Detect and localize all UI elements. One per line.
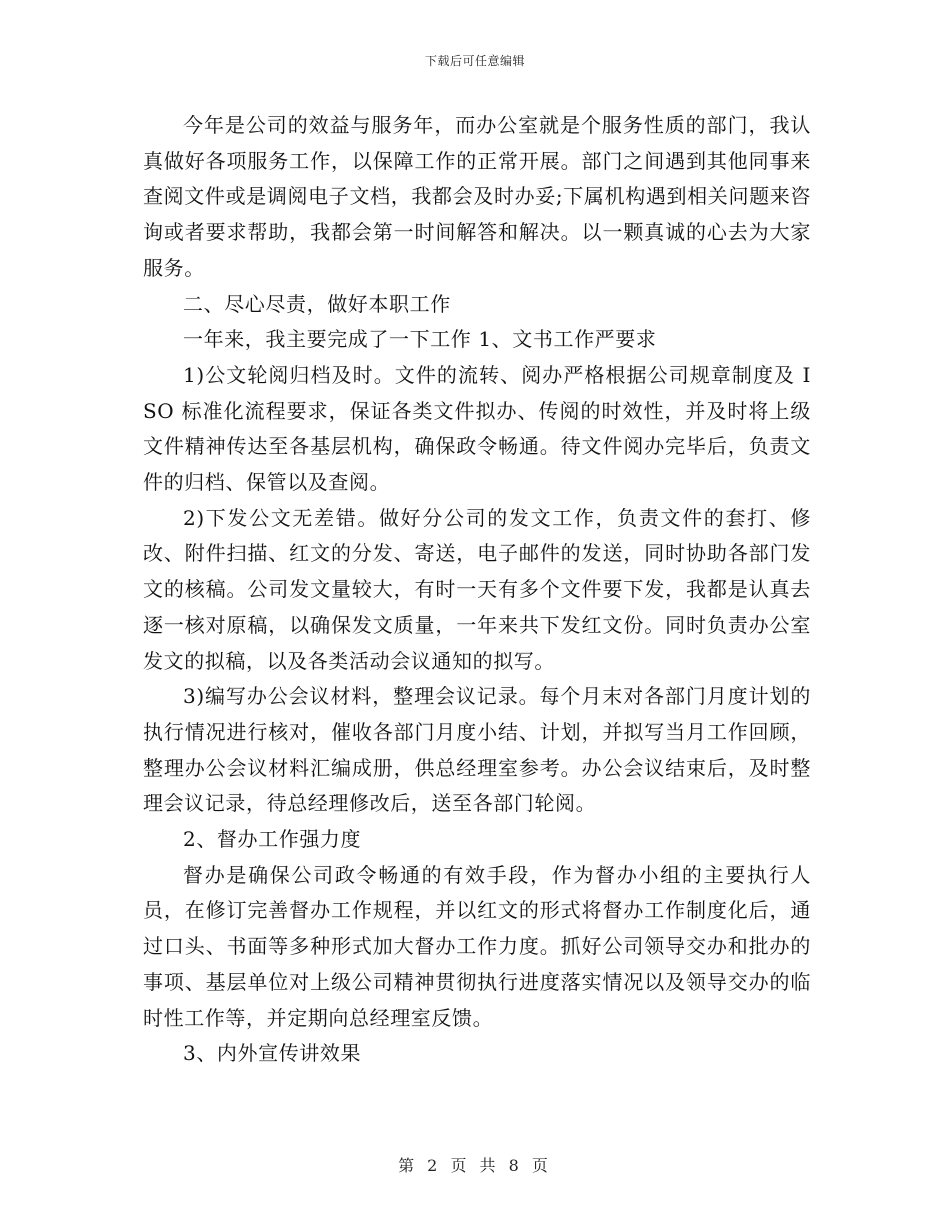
section-heading-supervision: 2、督办工作强力度 <box>183 827 362 852</box>
page-header: 下载后可任意编辑 <box>424 54 525 68</box>
page-number-footer: 第 2 页 共 8 页 <box>398 1156 552 1175</box>
paragraph-document-issuing: 2)下发公文无差错。做好分公司的发文工作，负责文件的套打、修改、附件扫描、红文的分发、寄送，电子邮件的发送，同时协助各部门发文的核稿。公司发文量较大，有时一天有多个文件要下发，我都是认真去逐一核对原稿，以确保发文质量，一年来共下发红文份。同时负责办公室发文的拟稿，以及各类活动会议通知的拟写。 <box>143 505 811 673</box>
paragraph-service-work: 今年是公司的效益与服务年，而办公室就是个服务性质的部门，我认真做好各项服务工作，以保障工作的正常开展。部门之间遇到其他同事来查阅文件或是调阅电子文档，我都会及时办妥;下属机构遇到相关问题来咨询或者要求帮助，我都会第一时间解答和解决。以一颗真诚的心去为大家服务。 <box>143 113 811 280</box>
document-body <box>143 108 811 1072</box>
paragraph-supervision: 督办是确保公司政令畅通的有效手段，作为督办小组的主要执行人员，在修订完善督办工作规程，并以红文的形式将督办工作制度化后，通过口头、书面等多种形式加大督办工作力度。抓好公司领导交办和批办的事项、基层单位对上级公司精神贯彻执行进度落实情况以及领导交办的临时性工作等，并定期向总经理室反馈。 <box>143 862 811 1030</box>
paragraph-work-summary: 一年来，我主要完成了一下工作 1、文书工作严要求 <box>183 327 657 352</box>
section-heading-duties: 二、尽心尽责，做好本职工作 <box>183 291 451 316</box>
paragraph-meeting-materials: 3)编写办公会议材料，整理会议记录。每个月末对各部门月度计划的执行情况进行核对，催收各部门月度小结、计划，并拟写当月工作回顾，整理办公会议材料汇编成册，供总经理室参考。办公会议结束后，及时整理会议记录，待总经理修改后，送至各部门轮阅。 <box>143 684 811 816</box>
section-heading-publicity: 3、内外宣传讲效果 <box>183 1041 362 1066</box>
paragraph-document-archiving: 1)公文轮阅归档及时。文件的流转、阅办严格根据公司规章制度及 ISO 标准化流程要求，保证各类文件拟办、传阅的时效性，并及时将上级文件精神传达至各基层机构，确保政令畅通。待文件阅办完毕后，负责文件的归档、保管以及查阅。 <box>143 362 812 495</box>
